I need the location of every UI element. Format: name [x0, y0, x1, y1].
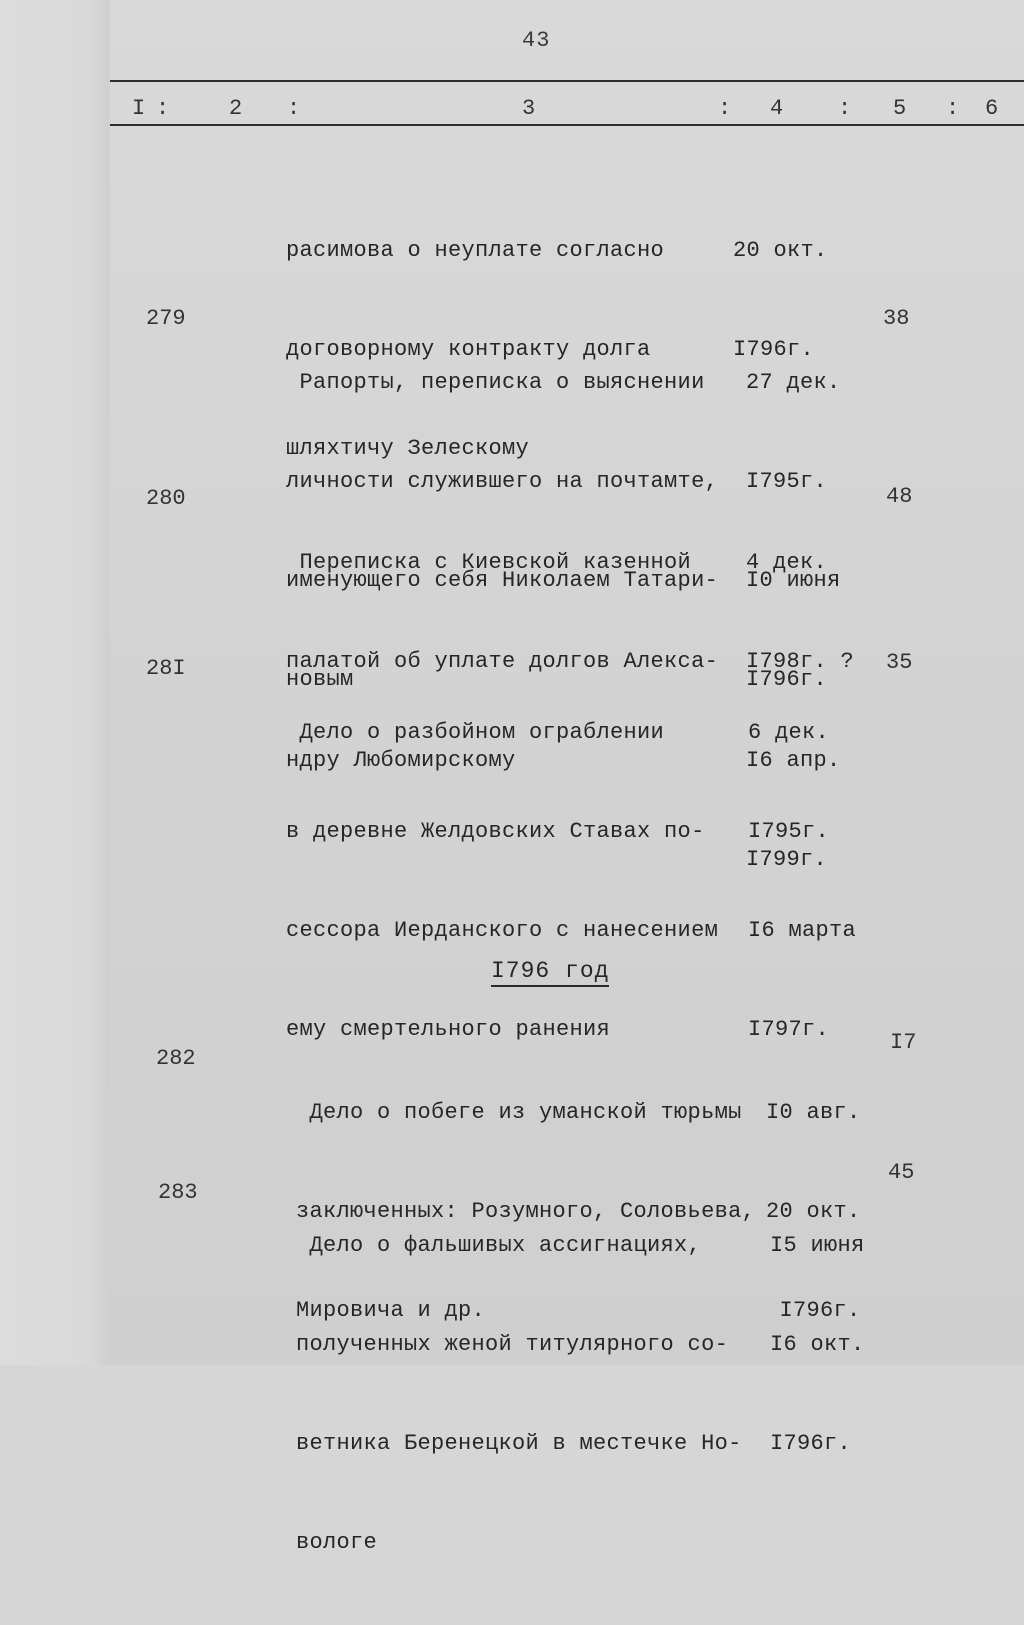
entry-dates	[770, 1163, 865, 1526]
column-header-3: 3	[522, 96, 536, 121]
date-line: I796г.	[779, 1298, 861, 1323]
date-line: 4 дек.	[746, 550, 828, 575]
title-line: ндру Любомирскому	[286, 748, 516, 773]
date-line: 20 окт.	[733, 238, 828, 263]
title-line: палатой об уплате долгов Алекса-	[286, 649, 719, 674]
column-header-4: 4	[770, 96, 784, 121]
column-separator: :	[156, 96, 170, 121]
title-line: Рапорты, переписка о выяснении	[286, 370, 705, 395]
title-line: шляхтичу Зелескому	[286, 436, 530, 461]
column-header-5: 5	[893, 96, 907, 121]
entry-title	[296, 1163, 742, 1625]
title-line: ему смертельного ранения	[286, 1017, 611, 1042]
entry-number: 28I	[146, 656, 186, 681]
title-line: договорному контракту долга	[286, 337, 651, 362]
header-rule-bottom	[110, 124, 1024, 126]
title-line: Мировича и др.	[296, 1298, 486, 1323]
entry-sheets: 35	[886, 650, 913, 675]
title-line: сессора Иерданского с нанесением	[286, 918, 719, 943]
title-line: вологе	[296, 1530, 378, 1555]
column-header-2: 2	[229, 96, 243, 121]
column-separator: :	[838, 96, 852, 121]
entry-number: 280	[146, 486, 186, 511]
title-line: новым	[286, 667, 354, 692]
entry-sheets: 38	[883, 306, 910, 331]
column-header-1: I	[132, 96, 146, 121]
title-line: полученных женой титулярного со-	[296, 1332, 729, 1357]
section-heading-1796: I796 год	[491, 958, 609, 987]
title-line: Дело о разбойном ограблении	[286, 720, 665, 745]
title-line: личности служившего на почтамте,	[286, 469, 719, 494]
date-line: 20 окт.	[766, 1199, 861, 1224]
entry-sheets: 45	[888, 1160, 915, 1185]
entry-sheets: 48	[886, 484, 913, 509]
entry-number: 279	[146, 306, 186, 331]
date-line: I5 июня	[770, 1233, 865, 1258]
title-line: Дело о побеге из уманской тюрьмы	[296, 1100, 742, 1125]
column-header-6: 6	[985, 96, 999, 121]
date-line: 27 дек.	[746, 370, 841, 395]
date-line: I0 июня	[746, 568, 841, 593]
header-rule-top	[110, 80, 1024, 82]
entry-number: 282	[156, 1046, 196, 1071]
date-line: I0 авг.	[766, 1100, 861, 1125]
column-separator: :	[946, 96, 960, 121]
title-line: именующего себя Николаем Татари-	[286, 568, 719, 593]
title-line: заключенных: Розумного, Соловьева,	[296, 1199, 756, 1224]
date-line: I795г.	[746, 469, 828, 494]
date-line: I796г.	[746, 667, 828, 692]
date-line: I798г. ?	[746, 649, 855, 674]
title-line: расимова о неуплате согласно	[286, 238, 665, 263]
title-line: Переписка с Киевской казенной	[286, 550, 692, 575]
entry-sheets: I7	[890, 1030, 917, 1055]
date-line: I797г.	[748, 1017, 830, 1042]
date-line: I6 апр.	[746, 748, 841, 773]
date-line: I795г.	[748, 819, 830, 844]
title-line: в деревне Желдовских Ставах по-	[286, 819, 705, 844]
date-line: I799г.	[746, 847, 828, 872]
date-line: I796г.	[770, 1431, 852, 1456]
title-line: Дело о фальшивых ассигнациях,	[296, 1233, 702, 1258]
title-line: ветника Беренецкой в местечке Но-	[296, 1431, 742, 1456]
date-line: I6 марта	[748, 918, 857, 943]
entry-number: 283	[158, 1180, 198, 1205]
binding-margin	[0, 0, 111, 1365]
page-number: 43	[522, 28, 551, 53]
date-line: I796г.	[733, 337, 815, 362]
column-separator: :	[718, 96, 732, 121]
date-line: I6 окт.	[770, 1332, 865, 1357]
date-line: 6 дек.	[748, 720, 830, 745]
column-separator: :	[287, 96, 301, 121]
